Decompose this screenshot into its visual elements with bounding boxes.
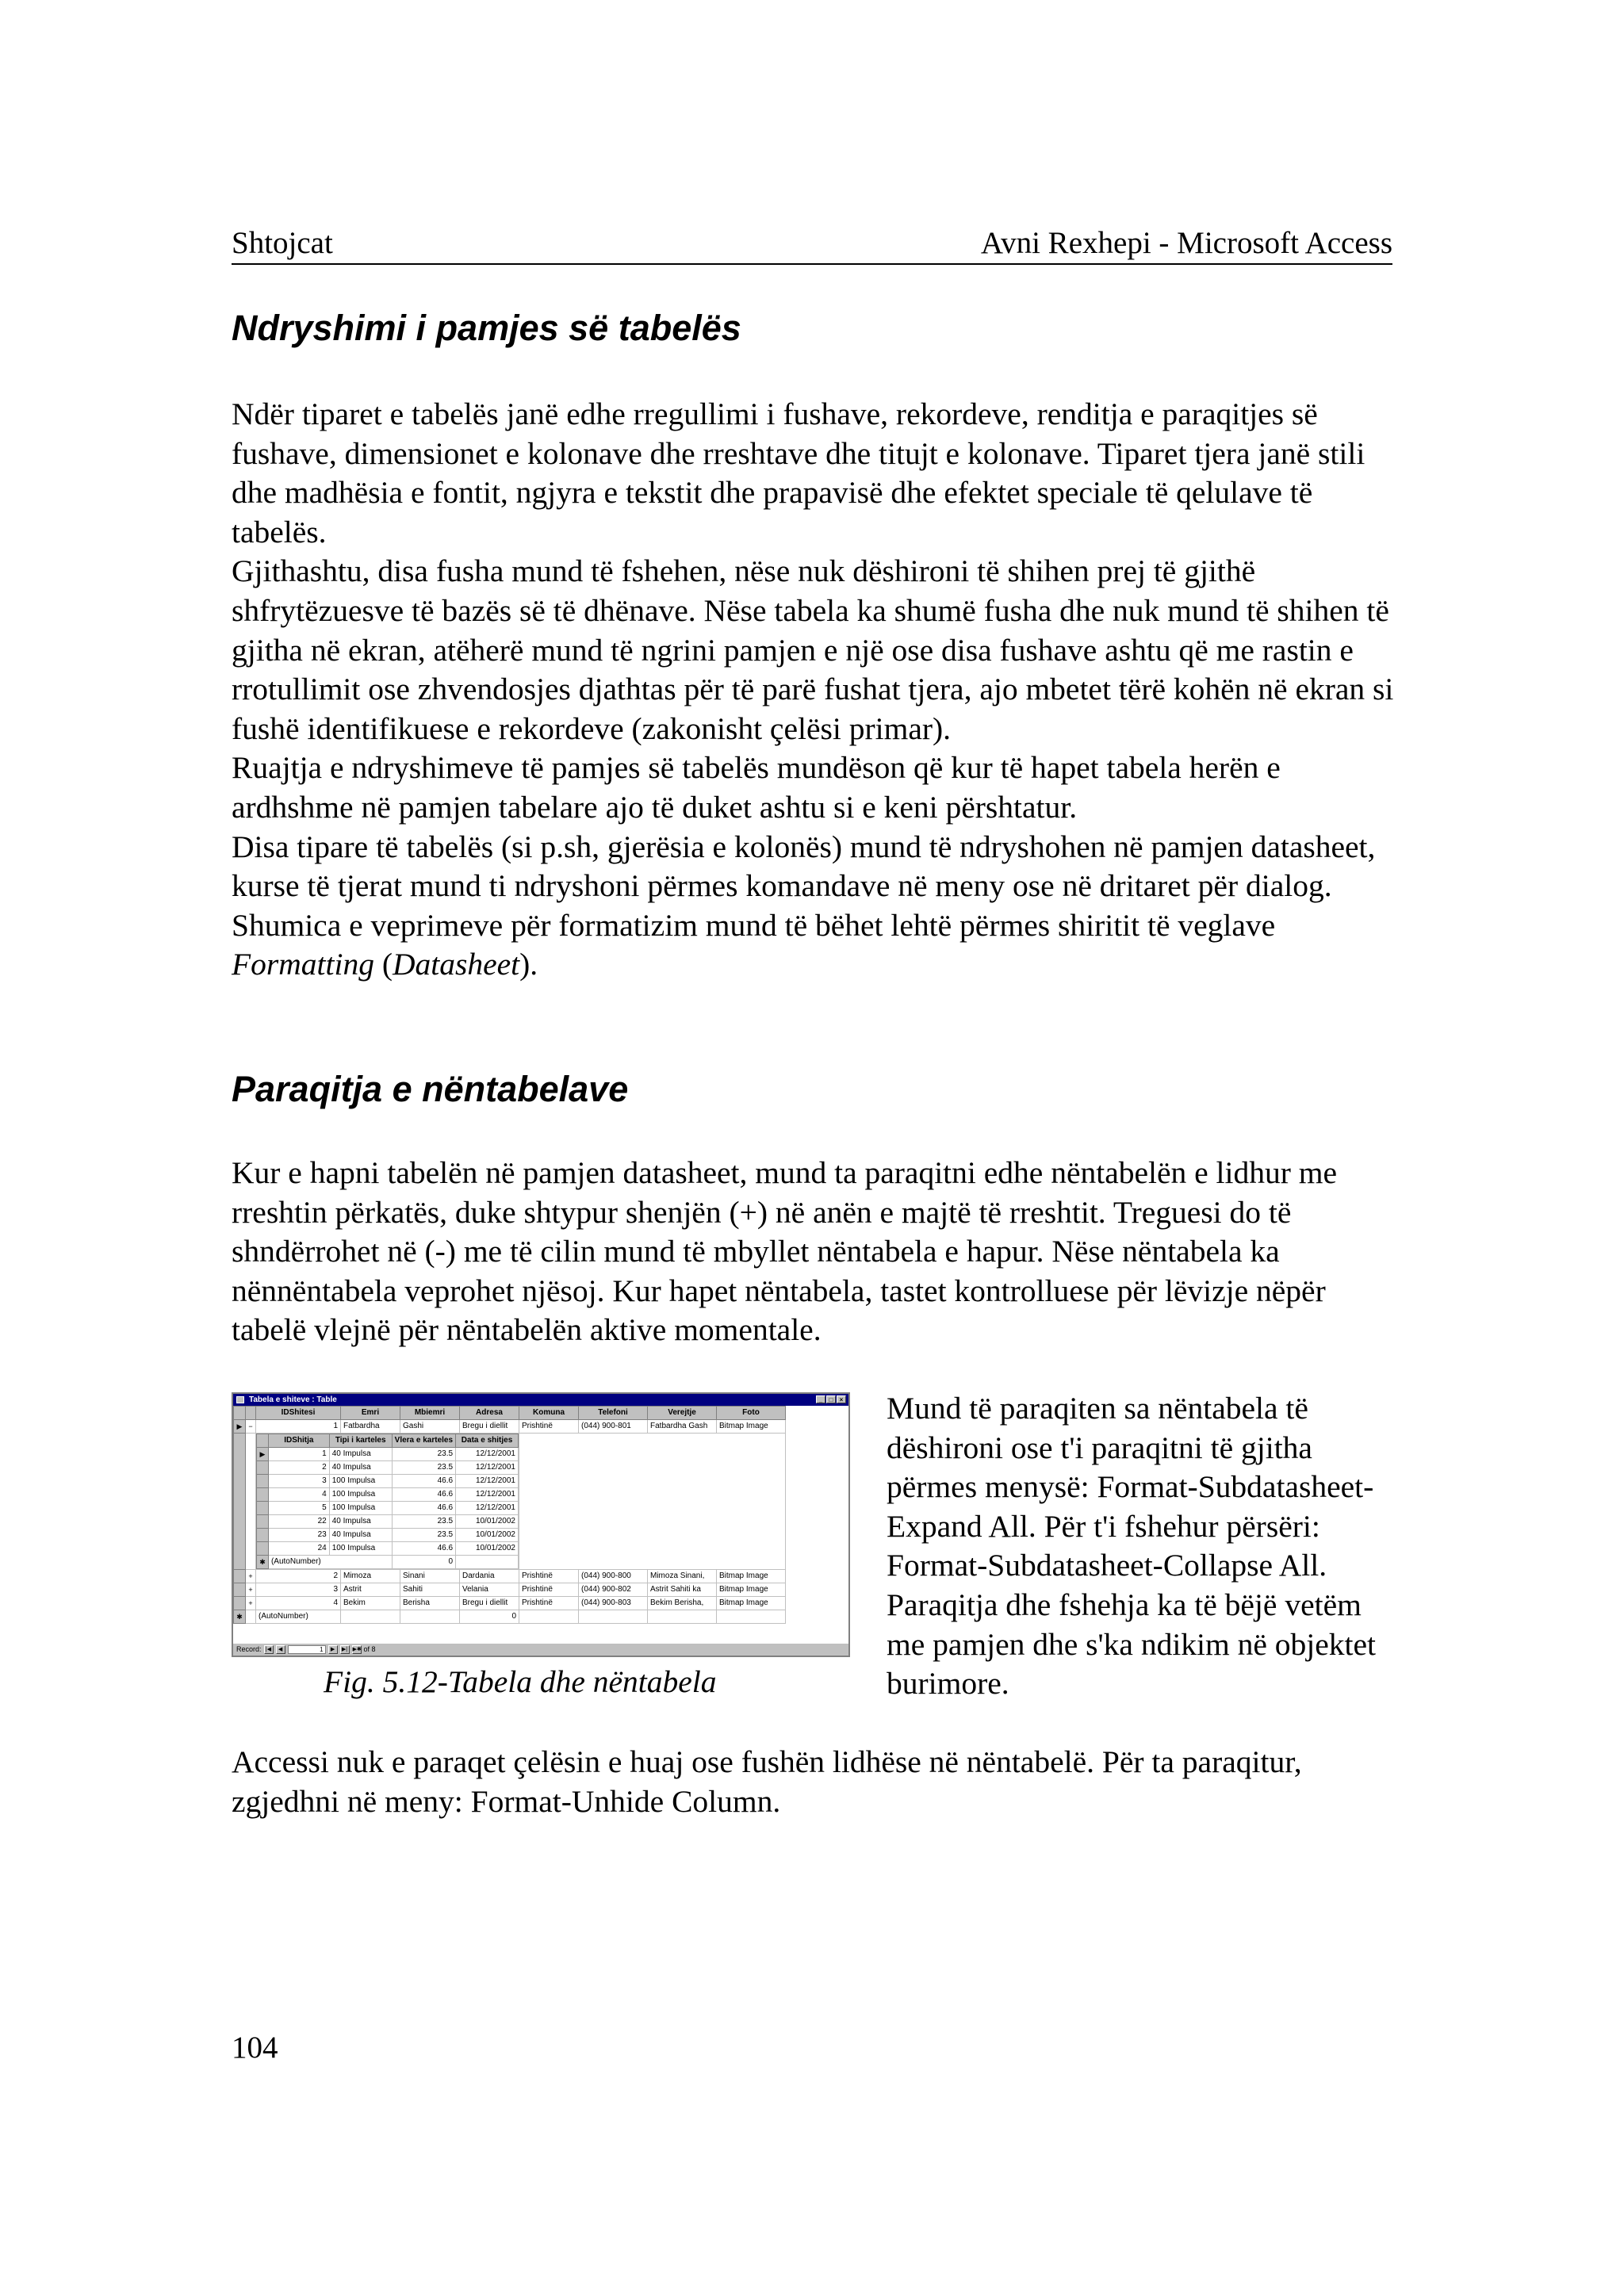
expand-toggle[interactable]: + (246, 1570, 256, 1583)
table-row: + 3 Astrit Sahiti Velania Prishtinë (044) 900-802 Astrit Sahiti ka Bitmap Image (234, 1583, 786, 1597)
column-header[interactable]: Emri (341, 1407, 400, 1420)
paragraph: Ruajtja e ndryshimeve të pamjes së tabelës mundëson që kur të hapet tabela herën e ardhshme në pamjen tabelare ajo të duket ashtu si e keni përshtatur. (232, 750, 1281, 825)
datasheet-grid (233, 1406, 848, 1644)
paragraph: Gjithashtu, disa fusha mund të fshehen, nëse nuk dëshironi të shihen prej të gjithë shfrytëzuesve të bazës së të dhënave. Nëse tabela ka shumë fusha dhe nuk mund të shihen të gjitha në ekran, atëherë mund të ngrini pamjen e një ose disa fushave ashtu që me rastin e rrotullimit ose zhvendosjes djathtas për të parë fushat tjera, ajo mbetet tërë kohën në ekran si fushë identifikuese e rekordeve (zakonisht çelësi primar). (232, 553, 1394, 746)
sub-row-selector[interactable]: ▶ (257, 1448, 269, 1461)
new-record-row: ✱ (AutoNumber) 0 (234, 1610, 786, 1624)
subdatasheet-row (234, 1434, 786, 1570)
table-row: + 2 Mimoza Sinani Dardania Prishtinë (044) 900-800 Mimoza Sinani, Bitmap Image (234, 1570, 786, 1583)
expand-toggle[interactable]: + (246, 1597, 256, 1610)
close-icon[interactable]: × (837, 1395, 846, 1403)
first-record-icon[interactable]: |◀ (264, 1645, 274, 1654)
header-right: Avni Rexhepi - Microsoft Access (980, 226, 1392, 260)
table-icon (236, 1396, 244, 1403)
sub-row: 5 100 Impulsa 46.6 12/12/2001 (257, 1502, 519, 1515)
minimize-icon[interactable]: _ (816, 1395, 825, 1403)
previous-record-icon[interactable]: ◀ (276, 1645, 285, 1654)
next-record-icon[interactable]: ▶ (328, 1645, 338, 1654)
side-text: Mund të paraqiten sa nëntabela të dëshironi ose t'i paraqitni të gjitha përmes menysë: Format-Subdatasheet-Expand All. Për t'i fshehur përsëri: Format-Subdatasheet-Collapse All. Paraqitja dhe fshehja ka të bëjë vetëm me pamjen dhe s'ka ndikim në objektet burimore. (887, 1391, 1377, 1702)
paragraph: Kur e hapni tabelën në pamjen datasheet, mund ta paraqitni edhe nëntabelën e lidhur me rreshtin përkatës, duke shtypur shenjën (+) në anën e majtë të rreshtit. Treguesi do të shndërrohet në (-) me të cilin mund të mbyllet nëntabela e hapur. Nëse nëntabela ka nënnëntabela veprohet njësoj. Kur hapet nëntabela, tastet kontrolluese për lëvizje nëpër tabelë vlejnë për nëntabelën aktive momentale. (232, 1155, 1338, 1348)
sub-column-header[interactable]: Vlera e karteles (392, 1434, 455, 1448)
sub-column-header[interactable]: Data e shitjes (456, 1434, 519, 1448)
collapse-toggle[interactable]: − (246, 1420, 256, 1434)
sub-column-header[interactable]: IDShitja (268, 1434, 329, 1448)
sub-column-header[interactable]: Tipi i karteles (329, 1434, 392, 1448)
section-title-1: Ndryshimi i pamjes së tabelës (232, 308, 741, 348)
paragraph: Disa tipare të tabelës (si p.sh, gjerësia e kolonës) mund të ndryshohen në pamjen datasheet, kurse të tjerat mund ti ndryshoni përmes komandave në meny ose në dritaret për dialog. Shumica e veprimeve për formatizim mund të bëhet lehtë përmes shiritit të veglave Formatting (Datasheet). (232, 829, 1376, 982)
expand-toggle[interactable]: + (246, 1583, 256, 1597)
sub-row: 2 40 Impulsa 23.5 12/12/2001 (257, 1461, 519, 1475)
figure-caption: Fig. 5.12-Tabela dhe nëntabela (324, 1664, 717, 1699)
sub-row: 3 100 Impulsa 46.6 12/12/2001 (257, 1475, 519, 1488)
main-table (233, 1406, 786, 1624)
column-header[interactable]: IDShitesi (256, 1407, 341, 1420)
sub-row: 22 40 Impulsa 23.5 10/01/2002 (257, 1515, 519, 1529)
column-header[interactable]: Adresa (460, 1407, 519, 1420)
row-selector[interactable]: ▶ (234, 1420, 246, 1434)
paragraph: Ndër tiparet e tabelës janë edhe rregullimi i fushave, rekordeve, renditja e paraqitjes së fushave, dimensionet e kolonave dhe rreshtave dhe titujt e kolonave. Tiparet tjera janë stili dhe madhësia e fontit, ngjyra e tekstit dhe prapavisë dhe efektet speciale të qelulave të tabelës. (232, 396, 1365, 549)
record-count: of 8 (363, 1645, 376, 1653)
page-number: 104 (232, 2031, 278, 2065)
sub-table (256, 1434, 519, 1569)
record-number-input[interactable]: 1 (288, 1645, 326, 1654)
section-title-2: Paraqitja e nëntabelave (232, 1069, 629, 1109)
sub-row: 4 100 Impulsa 46.6 12/12/2001 (257, 1488, 519, 1502)
window-title-bar (233, 1394, 848, 1406)
table-row: + 4 Bekim Berisha Bregu i diellit Prishtinë (044) 900-803 Bekim Berisha, Bitmap Image (234, 1597, 786, 1610)
sub-row: 23 40 Impulsa 23.5 10/01/2002 (257, 1529, 519, 1542)
sub-row: ▶ 1 40 Impulsa 23.5 12/12/2001 (257, 1448, 519, 1461)
new-record-nav-icon[interactable]: ▶✱ (352, 1647, 362, 1652)
window-controls (816, 1395, 846, 1403)
column-header[interactable]: Telefoni (579, 1407, 648, 1420)
window-title: Tabela e shiteve : Table (249, 1395, 337, 1404)
maximize-icon[interactable]: □ (826, 1395, 836, 1403)
record-label: Record: (236, 1645, 262, 1653)
column-header[interactable]: Verejtje (648, 1407, 717, 1420)
header-row (234, 1407, 786, 1420)
last-record-icon[interactable]: ▶| (340, 1645, 350, 1654)
paragraph: Accessi nuk e paraqet çelësin e huaj ose fushën lidhëse në nëntabelë. Për ta paraqitur, zgjedhni në meny: Format-Unhide Column. (232, 1744, 1302, 1819)
new-record-icon[interactable]: ✱ (234, 1610, 246, 1624)
section1-body (232, 395, 1397, 985)
table-row: ▶ − 1 Fatbardha Gashi Bregu i diellit Prishtinë (044) 900-801 Fatbardha Gash Bitmap Image (234, 1420, 786, 1434)
sub-row: 24 100 Impulsa 46.6 10/01/2002 (257, 1542, 519, 1556)
page-header (232, 222, 1392, 265)
section2-body (232, 1154, 1397, 1350)
section2-after (232, 1743, 1397, 1821)
sub-new-row: ✱ (AutoNumber) 0 (257, 1556, 519, 1569)
record-navigator (233, 1644, 848, 1656)
column-header[interactable]: Mbiemri (400, 1407, 460, 1420)
header-left: Shtojcat (232, 226, 333, 260)
access-table-screenshot (232, 1392, 850, 1657)
new-record-icon[interactable]: ✱ (257, 1556, 269, 1569)
column-header[interactable]: Komuna (519, 1407, 579, 1420)
column-header[interactable]: Foto (717, 1407, 786, 1420)
